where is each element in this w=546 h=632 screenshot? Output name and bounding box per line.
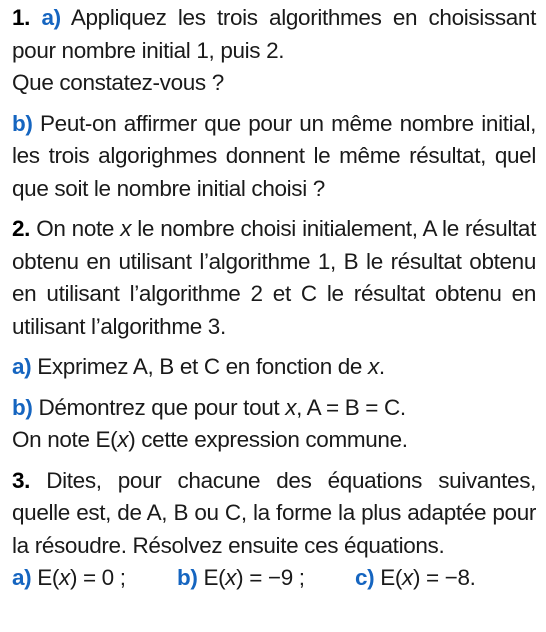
q2-number: 2. [12,216,31,241]
q3-eq-a [12,562,177,595]
q3-eq-a-label: a) [12,565,32,590]
q3-eq-a-pre: E( [37,565,60,590]
q2-intro-1: On note [36,216,115,241]
q2-note-1: On note E( [12,427,118,452]
q3-eq-c [355,562,476,595]
q3-eq-c-label: c) [355,565,375,590]
q2-a-var-x: x [368,354,379,379]
q3-eq-b-label: b) [177,565,198,590]
q3-eq-b-var-x: x [225,565,237,590]
q3-eq-a-post: ) = 0 ; [69,565,126,590]
q3-eq-c-post: ) = −8. [412,565,476,590]
q3-eq-c-pre: E( [380,565,403,590]
q3-eq-c-var-x: x [402,565,413,590]
q1-a-question: Que constatez-vous ? [12,70,224,95]
q2-b-label: b) [12,394,33,420]
q3-equations [12,562,536,595]
q1-a-label: a) [41,5,61,30]
q2-b-end: , A = B = C. [296,394,406,420]
q1-b-text: Peut-on affirmer que pour un même nombre initial, les trois algorighmes donnent le même résultat, quel que soit le nombre initial choisi ? [12,110,536,201]
q2-var-x: x [120,216,132,241]
q1-b-paragraph [12,108,536,206]
q1-number: 1. [12,5,31,30]
q3-text: Dites, pour chacune des équations suivantes, quelle est, de A, B ou C, la forme la plus adaptée pour la résoudre. Résolvez ensuite ces équations. [12,467,536,558]
q2-paragraph [12,213,536,343]
q1-a-paragraph [12,2,536,67]
q3-eq-a-var-x: x [59,565,70,590]
q3-eq-b-post: ) = −9 ; [236,565,305,590]
q2-note [12,424,536,457]
q1-a-text: Appliquez les trois algorithmes en choisissant pour nombre initial 1, puis 2. [12,5,536,63]
q3-eq-b [177,562,355,595]
q3-paragraph [12,465,536,563]
q2-a-label: a) [12,354,32,379]
q3-number: 3. [12,467,31,493]
q2-b-text: Démontrez que pour tout [38,394,280,420]
q2-a-paragraph [12,351,536,384]
q2-a-text: Exprimez A, B et C en fonction de [37,354,363,379]
q2-note-var-x: x [117,427,129,452]
q2-b-paragraph [12,392,536,425]
q3-eq-b-pre: E( [203,565,226,590]
q2-intro-2: le nombre choisi initialement, A le résultat obtenu en utilisant l’algorithme 1, B le résultat obtenu en utilisant l’algorithme 2 et C le résultat obtenu en utilisant l’algorithme 3. [12,216,536,339]
q2-b-var-x: x [285,394,297,420]
q1-b-label: b) [12,110,33,136]
q2-a-end: . [378,354,385,379]
q2-note-2: ) cette expression commune. [128,427,408,452]
